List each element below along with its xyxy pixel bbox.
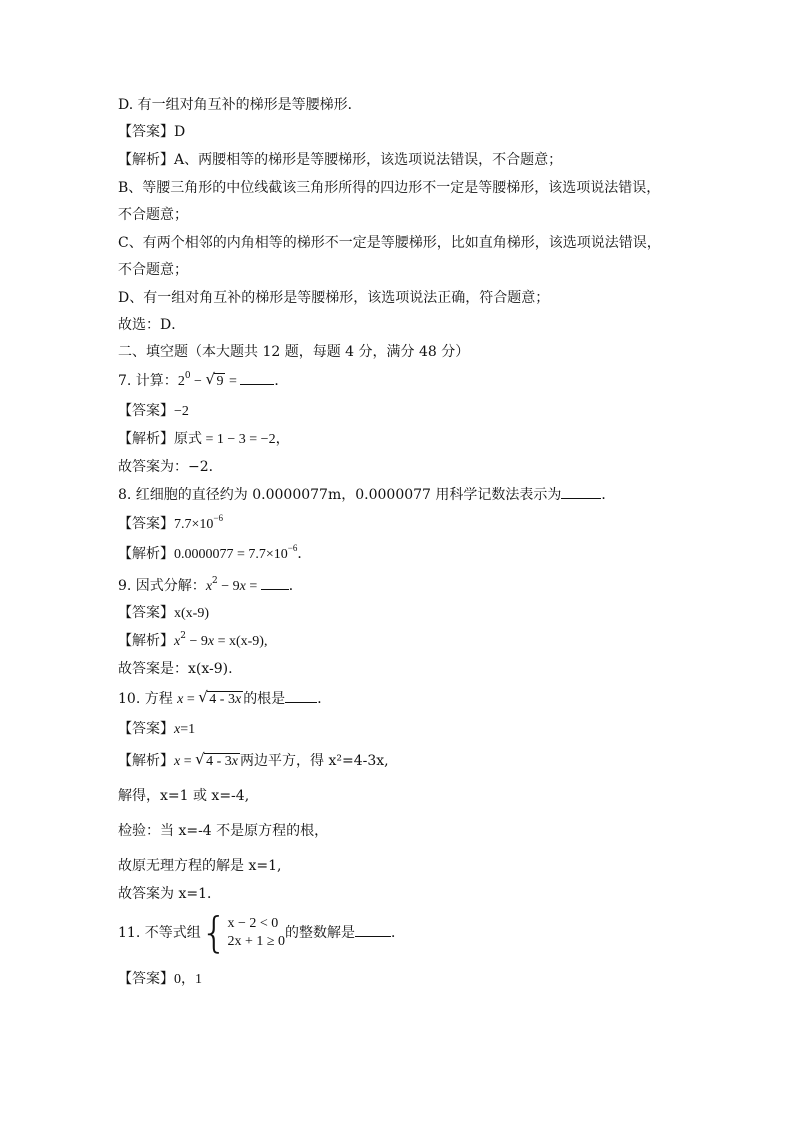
q10-eq: = bbox=[180, 754, 196, 769]
q7-minus: − bbox=[190, 374, 206, 389]
q9-var: x bbox=[239, 579, 246, 594]
q9-rest: − 9 bbox=[217, 579, 240, 594]
analysis-label: 【解析】 bbox=[118, 431, 174, 447]
question-10 bbox=[118, 690, 331, 709]
q10-radicand: 4 - 3x bbox=[209, 692, 242, 707]
question-9 bbox=[118, 577, 303, 596]
q7-end: ． bbox=[274, 373, 289, 389]
q9-analysis bbox=[118, 632, 267, 651]
q7-exp: 0 bbox=[184, 371, 191, 382]
q7-analysis bbox=[118, 430, 290, 449]
q8-answer bbox=[118, 515, 223, 534]
q7-base: 2 bbox=[177, 374, 185, 389]
q7-equals: = bbox=[225, 374, 241, 389]
question-11 bbox=[118, 908, 406, 957]
q11-inequality-1: x − 2 < 0 bbox=[227, 916, 279, 931]
q7-analysis-text: 原式 = 1 − 3 = −2， bbox=[174, 432, 290, 447]
q9-equals: = bbox=[245, 579, 261, 594]
q9-answer-blank bbox=[261, 577, 289, 590]
q9-square: 2 bbox=[180, 631, 186, 642]
analysis-line-d: D、有一组对角互补的梯形是等腰梯形，该选项说法正确，符合题意； bbox=[118, 290, 550, 306]
answer-label: 【答案】 bbox=[118, 516, 174, 532]
q11-suffix: 的整数解是 bbox=[285, 925, 356, 941]
q8-analysis-exp: −6 bbox=[287, 543, 298, 554]
q11-end: ． bbox=[391, 925, 406, 941]
q11-answer-value: 0，1 bbox=[174, 972, 202, 987]
q11-inequality-2: 2x + 1 ≥ 0 bbox=[227, 934, 286, 949]
q9-rest: − 9 bbox=[185, 634, 208, 649]
q7-answer-value: −2 bbox=[174, 404, 189, 419]
q9-answer bbox=[118, 604, 209, 623]
q10-answer-rest: =1 bbox=[180, 722, 196, 737]
q10-answer-var: x bbox=[174, 722, 181, 737]
q10-radicand: 4 - 3x bbox=[206, 754, 239, 769]
analysis-line-c: C、有两个相邻的内角相等的梯形不一定是等腰梯形，比如直角梯形，该选项说法错误， bbox=[118, 235, 661, 251]
q11-system bbox=[227, 915, 285, 951]
analysis-label: 【解析】 bbox=[118, 753, 174, 769]
q9-var: x bbox=[207, 634, 215, 649]
q9-analysis-eq: = x(x-9), bbox=[214, 634, 268, 649]
q9-end: ． bbox=[288, 578, 303, 594]
q10-analysis-tail: 两边平方，得 x²=4-3x, bbox=[240, 753, 389, 769]
q8-end: ． bbox=[601, 487, 616, 503]
q10-end: ． bbox=[317, 691, 332, 707]
q8-answer-blank bbox=[561, 486, 601, 499]
q10-sqrt: √ 4 - 3x bbox=[198, 688, 242, 707]
q9-var: x bbox=[174, 634, 181, 649]
q9-answer-value: x(x-9) bbox=[174, 606, 209, 621]
q10-suffix: 的根是 bbox=[243, 691, 286, 707]
analysis-label: 【解析】 bbox=[118, 546, 174, 562]
q10-var: x bbox=[174, 754, 181, 769]
analysis-line-b: B、等腰三角形的中位线截该三角形所得的四边形不一定是等腰梯形，该选项说法错误， bbox=[118, 180, 661, 196]
q10-conclusion: 故答案为 x=1． bbox=[118, 886, 221, 902]
answer-label: 【答案】 bbox=[118, 971, 174, 987]
q8-analysis-end: ． bbox=[297, 546, 312, 562]
q7-conclusion: 故答案为：−2． bbox=[118, 459, 223, 475]
q7-prefix: 7. 计算： bbox=[118, 373, 178, 389]
q8-answer-base: 7.7×10 bbox=[174, 517, 214, 532]
q9-square: 2 bbox=[212, 576, 218, 587]
analysis-line-c-cont: 不合题意； bbox=[118, 262, 188, 278]
analysis-label: 【解析】 bbox=[118, 633, 174, 649]
answer-label: 【答案】 bbox=[118, 721, 174, 737]
question-8 bbox=[118, 486, 615, 504]
analysis-line-b-cont: 不合题意； bbox=[118, 207, 188, 223]
q11-prefix: 11. 不等式组 bbox=[118, 925, 201, 941]
q10-radicand-a: 4 - 3 bbox=[206, 754, 232, 769]
q9-var: x bbox=[205, 579, 213, 594]
q7-answer bbox=[118, 402, 189, 421]
q10-sqrt: √ 4 - 3x bbox=[195, 750, 239, 769]
q8-answer-exp: −6 bbox=[213, 513, 223, 524]
q10-check: 检验：当 x=-4 不是原方程的根， bbox=[118, 823, 329, 839]
q10-var: x bbox=[177, 692, 184, 707]
question-7 bbox=[118, 372, 288, 391]
choice-conclusion: 故选：D． bbox=[118, 317, 186, 333]
q10-analysis bbox=[118, 752, 389, 771]
q11-brace: { bbox=[200, 908, 228, 957]
q9-prefix: 9. 因式分解： bbox=[118, 578, 206, 594]
q10-radicand-a: 4 - 3 bbox=[209, 692, 235, 707]
answer-label: 【答案】 bbox=[118, 605, 174, 621]
q7-sqrt: √ 9 bbox=[205, 370, 224, 389]
q7-answer-blank bbox=[240, 372, 274, 385]
analysis-line-a: 【解析】A、两腰相等的梯形是等腰梯形，该选项说法错误，不合题意； bbox=[118, 152, 563, 168]
q10-solve: 解得，x=1 或 x=-4, bbox=[118, 788, 250, 804]
q9-conclusion: 故答案是：x(x-9). bbox=[118, 661, 233, 677]
q10-answer bbox=[118, 720, 195, 739]
answer-line: 【答案】D bbox=[118, 124, 186, 140]
section-heading: 二、填空题（本大题共 12 题，每题 4 分，满分 48 分） bbox=[118, 344, 470, 360]
option-d-text: D. 有一组对角互补的梯形是等腰梯形． bbox=[118, 97, 362, 113]
answer-label: 【答案】 bbox=[118, 403, 174, 419]
q10-prefix: 10. 方程 bbox=[118, 691, 178, 707]
q8-analysis bbox=[118, 545, 311, 564]
q11-answer-blank bbox=[355, 924, 391, 937]
q8-text: 8. 红细胞的直径约为 0.0000077m，0.0000077 用科学记数法表示为 bbox=[118, 487, 562, 503]
q10-eq: = bbox=[183, 692, 199, 707]
q10-answer-blank bbox=[285, 690, 317, 703]
q10-root: 故原无理方程的解是 x=1, bbox=[118, 858, 282, 874]
q11-answer bbox=[118, 970, 202, 989]
q7-radicand: 9 bbox=[216, 374, 224, 389]
q8-analysis-base: 0.0000077 = 7.7×10 bbox=[174, 547, 288, 562]
